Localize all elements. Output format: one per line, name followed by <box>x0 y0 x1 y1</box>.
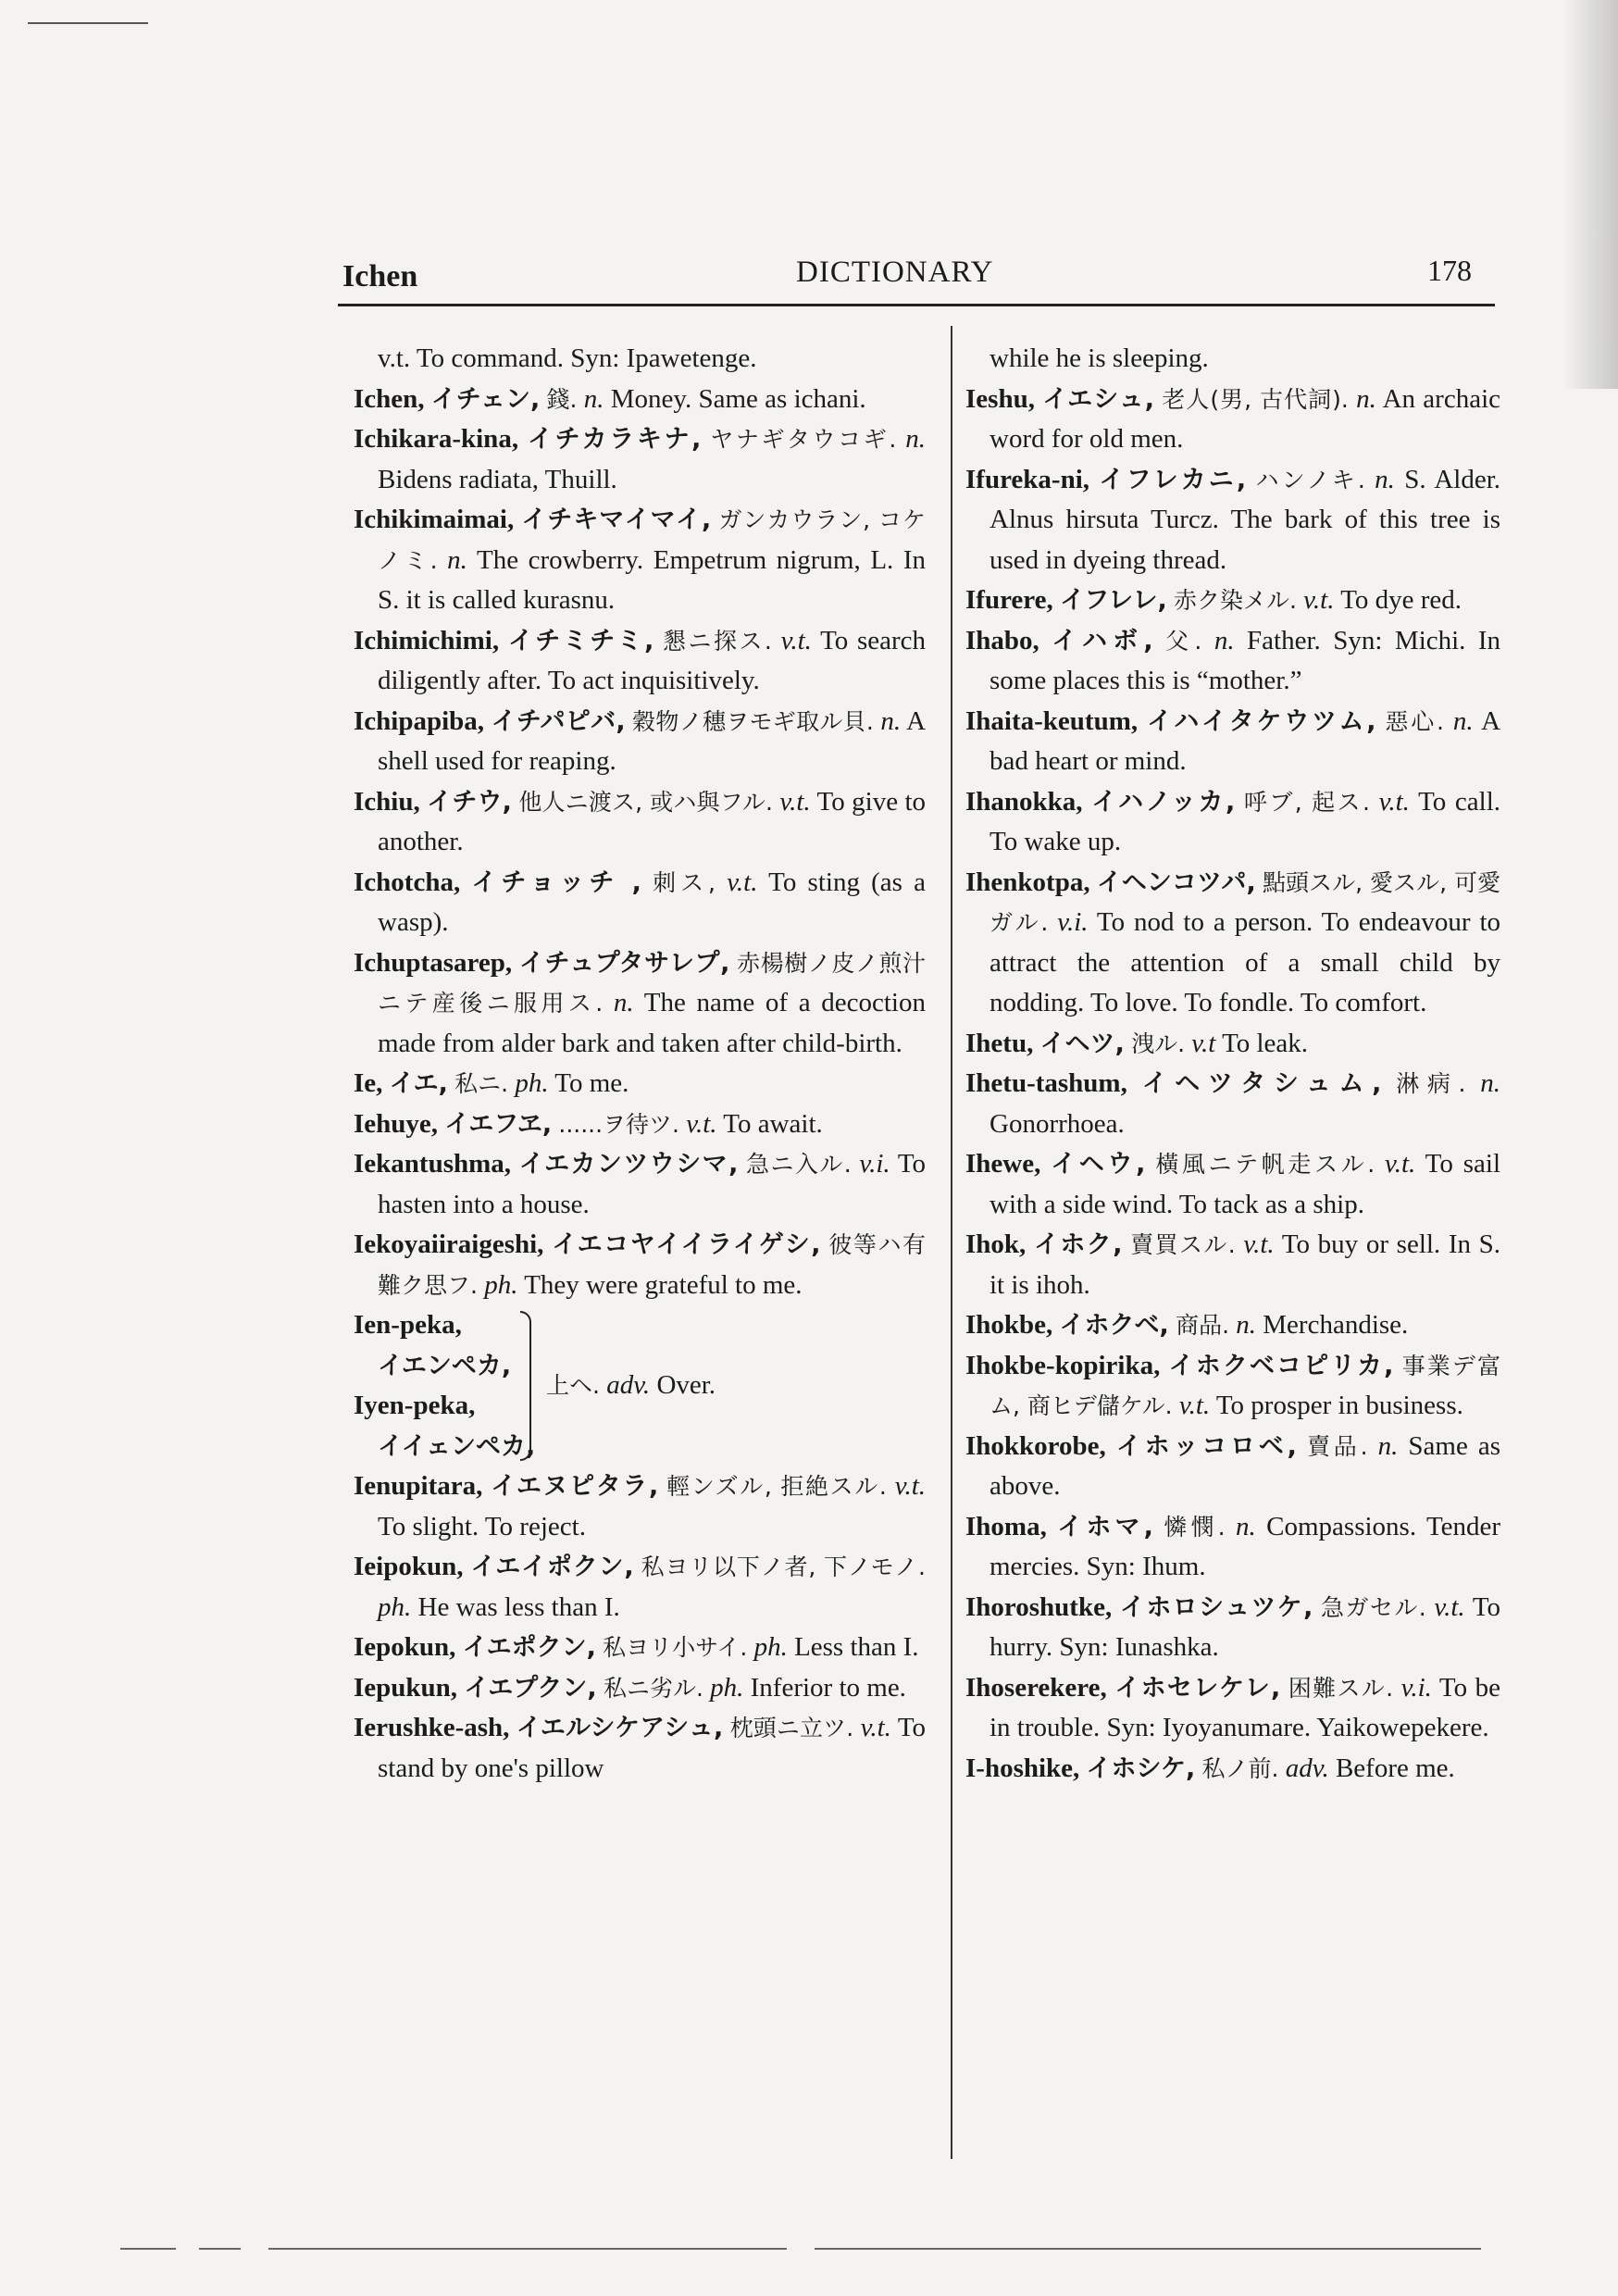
entry-gloss: ガンカウラン, コケノミ. <box>378 506 926 574</box>
entry-definition: To await. <box>723 1108 823 1139</box>
entry-definition: To buy or sell. In S. it is ihoh. <box>989 1229 1501 1300</box>
entry-kana: イエンペカ, <box>378 1351 512 1380</box>
header-title: DICTIONARY <box>796 256 994 289</box>
entry-kana: イホシケ, <box>1086 1753 1196 1783</box>
entry-gloss: 點頭スル, 愛スル, 可愛ガル. <box>989 868 1501 936</box>
entry-pos: v.i. <box>1057 907 1089 937</box>
entry-definition: To me. <box>554 1068 629 1098</box>
entry-pos: adv. <box>606 1370 651 1401</box>
entry-headword: Ihanokka, <box>965 786 1083 817</box>
entry-definition: Bidens radiata, Thuill. <box>378 464 617 494</box>
entry-headword: Ichimichimi, <box>354 625 500 655</box>
entry-gloss: 彼等ハ有難ク思フ. <box>378 1231 926 1299</box>
entry-kana: イチュプタサレプ, <box>518 948 730 978</box>
entry-pos: n. <box>1236 1310 1257 1340</box>
dictionary-entry <box>965 621 1500 702</box>
entry-headword: Ichotcha, <box>354 867 461 897</box>
header-rule <box>338 304 1495 306</box>
entry-headword: Ihokbe, <box>965 1310 1053 1340</box>
entry-kana: イエヌピタラ, <box>491 1472 659 1501</box>
entry-kana: イチョッチ , <box>471 867 641 897</box>
entry-gloss: 惡心. <box>1385 707 1444 735</box>
entry-kana: イエイポクン, <box>470 1553 634 1581</box>
entry-headword: Ihetu-tashum, <box>965 1068 1127 1098</box>
entry-definition: S. Alder. Alnus hirsuta Turcz. The bark of this tree is used in dyeing thread. <box>989 464 1501 575</box>
header-guide-word: Ichen <box>342 259 418 293</box>
entry-definition: Father. Syn: Michi. In some places this is “mother.” <box>989 625 1501 695</box>
entry-kana: イホッコロベ, <box>1115 1431 1297 1461</box>
entry-gloss: 輕ンズル, 拒絶スル. <box>666 1473 887 1500</box>
entry-definition: They were grateful to me. <box>524 1269 803 1300</box>
entry-gloss: 父. <box>1165 627 1202 655</box>
entry-headword: Iepokun, <box>354 1632 456 1662</box>
footer-rule-2 <box>199 2248 241 2250</box>
entry-definition: To sail with a side wind. To tack as a ship. <box>989 1149 1501 1219</box>
entry-pos: v.i. <box>859 1149 890 1179</box>
entry-kana: イホク, <box>1033 1230 1123 1259</box>
entry-gloss: ......ヲ待ツ. <box>558 1110 680 1138</box>
entry-kana: イエルシケアシュ, <box>516 1714 724 1742</box>
dictionary-entry <box>354 943 926 1065</box>
entry-headword: Ihoroshutke, <box>965 1591 1113 1622</box>
entry-continuation <box>965 339 1500 380</box>
entry-pos: n. <box>583 383 604 414</box>
entry-gloss: 赤ク染メル. <box>1173 587 1297 614</box>
entry-pos: ph. <box>378 1591 412 1622</box>
dictionary-entry <box>965 702 1500 782</box>
entry-kana: イホマ, <box>1057 1512 1153 1541</box>
entry-pos: v.t. <box>1178 1391 1211 1420</box>
entry-gloss: 私ヨリ小サイ. <box>603 1634 748 1661</box>
entry-headword: Ichiu, <box>354 786 420 817</box>
entry-kana: イエプクン, <box>464 1673 597 1703</box>
entry-headword: Ichuptasarep, <box>354 947 513 978</box>
entry-pos: n. <box>880 705 902 736</box>
entry-definition: To stand by one's pillow <box>378 1713 927 1783</box>
entry-gloss: 錢. <box>546 385 578 413</box>
entry-definition: A bad heart or mind. <box>989 705 1501 776</box>
dictionary-entry <box>354 1064 926 1104</box>
entry-headword: I-hoshike, <box>965 1753 1080 1783</box>
entry-definition: Over. <box>656 1370 716 1401</box>
entry-definition: An archaic word for old men. <box>989 383 1501 454</box>
dictionary-entry <box>354 500 926 621</box>
entry-gloss: 私ニ劣ル. <box>603 1674 703 1702</box>
entry-gloss: 老人(男, 古代詞). <box>1162 385 1349 413</box>
entry-pos: n. <box>1377 1430 1399 1461</box>
entry-kana: イチパピバ, <box>491 706 626 736</box>
entry-definition: Less than I. <box>794 1632 919 1662</box>
entry-definition: To search diligently after. To act inquisitively. <box>378 625 927 695</box>
entry-headword: Ihewe, <box>965 1149 1041 1179</box>
dictionary-entry <box>354 1466 926 1547</box>
page-header <box>342 252 1500 298</box>
entry-kana: イハボ, <box>1052 626 1153 655</box>
entry-headword: Ihoma, <box>965 1511 1047 1541</box>
entry-gloss: 枕頭ニ立ツ. <box>729 1715 854 1741</box>
dictionary-entry <box>354 419 926 500</box>
dictionary-entry-group <box>354 1305 926 1466</box>
dictionary-entry <box>965 460 1500 581</box>
entry-definition: A shell used for reaping. <box>378 705 927 776</box>
entry-gloss: ヤナギタウコギ. <box>710 426 897 453</box>
entry-pos: ph. <box>484 1269 518 1300</box>
entry-gloss: 赤楊樹ノ皮ノ煎汁ニテ産後ニ服用ス. <box>378 949 926 1017</box>
entry-kana: イチェン, <box>430 384 541 414</box>
dictionary-entry <box>965 1024 1500 1065</box>
entry-headword: Ieipokun, <box>354 1552 464 1581</box>
entry-headword: Iyen-peka, <box>354 1391 476 1420</box>
entry-headword: Ihenkotpa, <box>965 867 1090 897</box>
dictionary-entry <box>965 1144 1500 1225</box>
footer-rule-3 <box>268 2248 787 2250</box>
entry-kana: イイェンペカ, <box>378 1431 536 1461</box>
entry-kana: イヘツ, <box>1039 1029 1125 1058</box>
entry-definition: To prosper in business. <box>1215 1391 1463 1420</box>
entry-gloss: 憐憫. <box>1164 1513 1226 1541</box>
brace <box>520 1311 531 1461</box>
entry-pos: n. <box>1452 705 1474 736</box>
entry-headword: Iekoyaiiraigeshi, <box>354 1229 544 1259</box>
entry-headword: Ifureka-ni, <box>965 464 1090 494</box>
entry-definition: Money. Same as ichani. <box>610 383 866 414</box>
entry-kana: イエコヤイイライゲシ, <box>552 1230 821 1259</box>
dictionary-entry <box>965 380 1500 460</box>
entry-headword: Ie, <box>354 1068 383 1098</box>
entry-gloss: 私ヨリ以下ノ者, 下ノモノ. <box>641 1554 926 1580</box>
entry-headword: Ien-peka, <box>354 1310 462 1340</box>
dictionary-entry <box>354 380 926 420</box>
dictionary-entry <box>354 621 926 702</box>
entry-gloss: 困難スル. <box>1288 1674 1394 1702</box>
entry-pos: v.t. <box>1434 1591 1465 1622</box>
entry-kana: イヘウ, <box>1051 1150 1146 1179</box>
entry-kana: イチミチミ, <box>507 626 654 655</box>
entry-pos: v.t <box>1191 1028 1216 1058</box>
entry-headword: Iehuye, <box>354 1108 439 1139</box>
entry-gloss: 他人ニ渡ス, 或ハ與フル. <box>518 788 773 816</box>
entry-headword: Ihok, <box>965 1229 1027 1259</box>
entry-gloss: 刺ス, <box>653 868 716 896</box>
entry-headword: Ihabo, <box>965 625 1039 655</box>
dictionary-entry <box>354 1708 926 1789</box>
entry-headword: Iekantushma, <box>354 1149 512 1179</box>
entry-pos: v.t. <box>779 786 811 817</box>
entry-headword: Ifurere, <box>965 585 1053 615</box>
entry-pos: n. <box>447 544 467 575</box>
dictionary-entry <box>354 1104 926 1145</box>
entry-pos: v.t. <box>780 625 812 655</box>
entry-pos: n. <box>1214 625 1235 655</box>
scan-mark <box>28 22 148 24</box>
dictionary-entry <box>354 702 926 782</box>
right-column <box>965 339 1500 1789</box>
entry-pos: n. <box>613 988 634 1017</box>
entry-definition: To hasten into a house. <box>378 1149 927 1219</box>
entry-headword: Ienupitara, <box>354 1471 483 1501</box>
entry-pos: n. <box>1236 1511 1256 1541</box>
entry-kana: イエポクン, <box>462 1633 596 1662</box>
entry-kana: イチウ, <box>427 787 512 817</box>
dictionary-entry <box>965 1668 1500 1749</box>
dictionary-entry <box>965 1588 1500 1668</box>
entry-definition: To call. To wake up. <box>989 786 1501 856</box>
dictionary-entry <box>354 863 926 943</box>
dictionary-entry <box>354 1668 926 1709</box>
dictionary-entry <box>354 1144 926 1225</box>
dictionary-entry <box>354 1225 926 1305</box>
entry-definition: while he is sleeping. <box>989 343 1209 373</box>
dictionary-entry <box>965 1064 1500 1144</box>
entry-gloss: 穀物ノ穗ヲモギ取ル貝. <box>632 707 874 735</box>
entry-definition: To be in trouble. Syn: Iyoyanumare. Yaikowepekere. <box>989 1672 1501 1742</box>
entry-gloss: ハンノキ. <box>1255 466 1365 493</box>
entry-gloss: 商品. <box>1176 1312 1230 1339</box>
dictionary-entry <box>965 1427 1500 1507</box>
entry-gloss: 急ニ入ル. <box>746 1151 852 1178</box>
entry-definition: Compassions. Tender mercies. Syn: Ihum. <box>989 1511 1501 1581</box>
entry-kana: イチカラキナ, <box>527 425 702 454</box>
entry-definition: He was less than I. <box>417 1591 620 1622</box>
entry-pos: adv. <box>1285 1753 1329 1783</box>
entry-headword: Ichikara-kina, <box>354 424 519 454</box>
entry-definition: To slight. To reject. <box>378 1511 586 1541</box>
entry-headword: Ichipapiba, <box>354 705 485 736</box>
dictionary-entry <box>965 1346 1500 1427</box>
entry-kana: イホクベコピリカ, <box>1168 1351 1394 1380</box>
column-divider <box>951 326 952 2159</box>
dictionary-entry <box>965 1305 1500 1346</box>
dictionary-entry <box>965 863 1500 1024</box>
entry-kana: イエシュ, <box>1042 384 1154 414</box>
entry-gloss: 賣品. <box>1306 1432 1368 1460</box>
entry-definition: To hurry. Syn: Iunashka. <box>989 1591 1501 1662</box>
entry-pos: v.i. <box>1400 1672 1432 1703</box>
entry-gloss: 懇ニ探ス. <box>663 627 772 655</box>
entry-headword: Ihetu, <box>965 1028 1034 1058</box>
entry-pos: ph. <box>753 1632 788 1662</box>
entry-gloss: 洩ル. <box>1131 1029 1186 1057</box>
entry-definition: To nod to a person. To endeavour to attract the attention of a small child by nodding. To love. To fondle. To comfort. <box>989 907 1501 1017</box>
entry-gloss: 淋病. <box>1396 1070 1466 1097</box>
dictionary-entry <box>965 1749 1500 1790</box>
entry-headword: Ichikimaimai, <box>354 505 515 534</box>
entry-gloss: 私ニ. <box>454 1070 509 1097</box>
entry-kana: イホロシュツケ, <box>1119 1592 1313 1622</box>
entry-kana: イヘンコツパ, <box>1096 867 1256 897</box>
entry-kana: イハノッカ, <box>1091 787 1236 817</box>
entry-definition: Same as above. <box>989 1430 1501 1501</box>
entry-kana: イホクベ, <box>1059 1311 1169 1340</box>
entry-pos: n. <box>1375 464 1395 494</box>
entry-kana: イフレレ, <box>1060 586 1167 615</box>
scan-edge-shadow <box>1562 0 1618 389</box>
dictionary-entry <box>354 782 926 863</box>
entry-definition: Inferior to me. <box>750 1672 906 1703</box>
dictionary-entry <box>354 1547 926 1628</box>
entry-headword: Ierushke-ash, <box>354 1713 510 1742</box>
entry-pos: v.t. <box>727 867 758 897</box>
entry-kana: イホセレケレ, <box>1114 1673 1281 1703</box>
footer-rule-1 <box>120 2248 176 2250</box>
entry-pos: v.t. <box>894 1471 927 1501</box>
entry-continuation <box>354 339 926 380</box>
entry-definition: Merchandise. <box>1263 1310 1409 1340</box>
entry-definition: To dye red. <box>1340 585 1462 615</box>
entry-definition: The name of a decoction made from alder bark and taken after child-birth. <box>378 988 926 1058</box>
entry-kana: イエ, <box>389 1069 448 1098</box>
dictionary-entry <box>354 1628 926 1668</box>
dictionary-entry <box>965 782 1500 863</box>
entry-headword: Iepukun, <box>354 1672 458 1703</box>
entry-definition: v.t. To command. Syn: Ipawetenge. <box>378 343 757 373</box>
entry-gloss: 賣買スル. <box>1130 1231 1236 1258</box>
entry-pos: n. <box>1480 1068 1501 1098</box>
entry-kana: イエフヱ, <box>444 1109 553 1139</box>
entry-pos: v.t. <box>1303 585 1335 615</box>
entry-pos: ph. <box>515 1068 549 1098</box>
entry-definition: To leak. <box>1222 1028 1309 1058</box>
entry-gloss: 上ヘ. <box>546 1372 600 1400</box>
entry-pos: v.t. <box>1385 1149 1416 1179</box>
entry-kana: イエカンツウシマ, <box>518 1150 739 1179</box>
entry-headword: Ihokbe-kopirika, <box>965 1350 1161 1380</box>
entry-gloss: 呼ブ, 起ス. <box>1243 788 1370 816</box>
entry-pos: ph. <box>710 1672 744 1703</box>
entry-definition: Before me. <box>1335 1753 1455 1783</box>
footer-rule-4 <box>815 2248 1481 2250</box>
entry-pos: v.t. <box>1378 786 1410 817</box>
entry-gloss: 事業デ富ム, 商ヒデ儲ケル. <box>989 1352 1500 1419</box>
entry-gloss: 急ガセル. <box>1321 1593 1426 1621</box>
entry-kana: イハイタケウツム, <box>1147 706 1376 736</box>
entry-headword: Ihoserekere, <box>965 1672 1107 1703</box>
entry-definition: The crowberry. Empetrum nigrum, L. In S. it is called kurasnu. <box>378 544 927 615</box>
entry-pos: v.t. <box>686 1108 717 1139</box>
entry-pos: v.t. <box>1243 1229 1275 1259</box>
entry-gloss: 橫風ニテ帆走スル. <box>1155 1151 1375 1178</box>
entry-headword: Ichen, <box>354 383 425 414</box>
entry-kana: イチキマイマイ, <box>521 505 712 534</box>
entry-pos: n. <box>1356 383 1376 414</box>
entry-headword: Ihokkorobe, <box>965 1430 1106 1461</box>
entry-definition: Gonorrhoea. <box>989 1108 1125 1139</box>
entry-kana: イヘツタシュム, <box>1141 1069 1382 1098</box>
entry-pos: n. <box>905 424 926 454</box>
entry-gloss: 私ノ前. <box>1201 1754 1279 1782</box>
dictionary-entry <box>965 1507 1500 1588</box>
dictionary-entry <box>965 580 1500 621</box>
page-number: 178 <box>1427 254 1472 287</box>
entry-headword: Ieshu, <box>965 383 1035 414</box>
left-column <box>354 339 926 1789</box>
entry-definition: To give to another. <box>378 786 927 856</box>
entry-definition: To sting (as a wasp). <box>378 867 927 937</box>
entry-headword: Ihaita-keutum, <box>965 705 1139 736</box>
entry-kana: イフレカニ, <box>1099 465 1247 494</box>
dictionary-entry <box>965 1225 1500 1305</box>
entry-pos: v.t. <box>860 1713 891 1742</box>
